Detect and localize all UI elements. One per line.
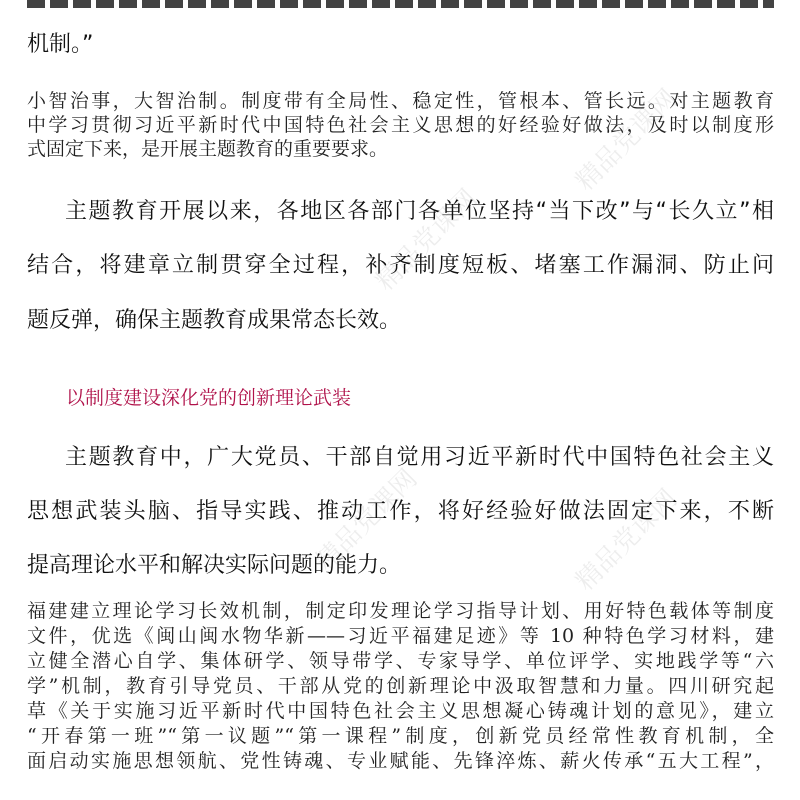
cut-off-text-line xyxy=(27,0,774,8)
text-line: 文件，优选《闽山闽水物华新——习近平福建足迹》等 10 种特色学习材料，建 xyxy=(27,625,774,647)
text-line: 小智治事，大智治制。制度带有全局性、稳定性，管根本、管长远。对主题教育 xyxy=(27,90,774,112)
intro-paragraph-end: 机制。” xyxy=(27,32,94,57)
text-line: 思想武装头脑、指导实践、推动工作，将好经验好做法固定下来，不断 xyxy=(27,499,774,524)
text-line: 结合，将建章立制贯穿全过程，补齐制度短板、堵塞工作漏洞、防止问 xyxy=(27,253,774,278)
text-line: 立健全潜心自学、集体研学、领导带学、专家导学、单位评学、实地践学等“六 xyxy=(27,650,774,672)
text-line: 主题教育开展以来，各地区各部门各单位坚持“当下改”与“长久立”相 xyxy=(65,199,774,224)
watermark: 精品党课网 xyxy=(310,463,424,577)
text-line: 福建建立理论学习长效机制，制定印发理论学习指导计划、用好特色载体等制度 xyxy=(27,600,774,622)
watermark: 精品党课网 xyxy=(570,83,684,197)
text-line: 草《关于实施习近平新时代中国特色社会主义思想凝心铸魂计划的意见》，建立 xyxy=(27,700,774,722)
text-line: “开春第一班”“第一议题”“第一课程”制度，创新党员经常性教育机制，全 xyxy=(27,725,774,747)
text-line: 主题教育中，广大党员、干部自觉用习近平新时代中国特色社会主义 xyxy=(65,445,774,470)
text-line: 学”机制，教育引导党员、干部从党的创新理论中汲取智慧和力量。四川研究起 xyxy=(27,675,774,697)
text-line: 中学习贯彻习近平新时代中国特色社会主义思想的好经验好做法，及时以制度形 xyxy=(27,114,774,136)
text-line: 面启动实施思想领航、党性铸魂、专业赋能、先锋淬炼、薪火传承“五大工程”， xyxy=(27,750,774,772)
text-line: 式固定下来，是开展主题教育的重要要求。 xyxy=(27,138,389,160)
section-heading: 以制度建设深化党的创新理论武装 xyxy=(66,387,352,409)
text-line: 提高理论水平和解决实际问题的能力。 xyxy=(27,553,402,578)
text-line: 题反弹，确保主题教育成果常态长效。 xyxy=(27,308,402,333)
watermark: 精品党课网 xyxy=(570,483,684,597)
watermark: 精品党课网 xyxy=(370,183,484,297)
